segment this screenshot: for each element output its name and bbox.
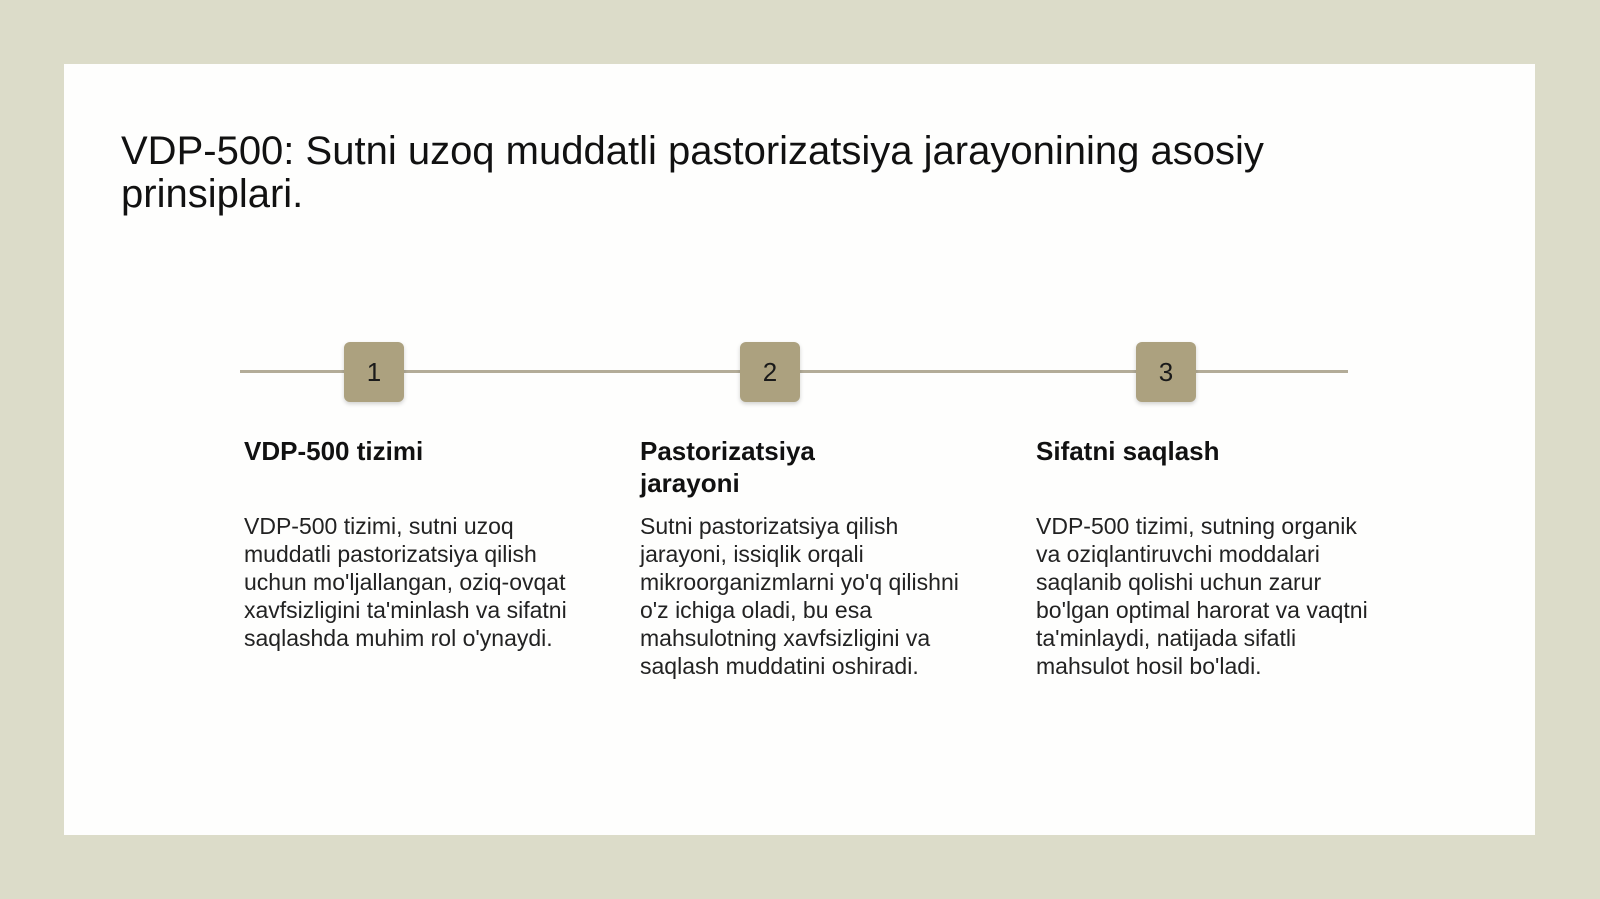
step-number-badge: 2	[740, 342, 800, 402]
step-heading: Pastorizatsiya jarayoni	[640, 436, 815, 498]
step-number-badge: 3	[1136, 342, 1196, 402]
slide	[64, 64, 1535, 835]
step-description: Sutni pastorizatsiya qilish jarayoni, issiqlik orqali mikroorganizmlarni yo'q qilishni o'z ichiga oladi, bu esa mahsulotning xavfsizligini va saqlash muddatini oshiradi.	[640, 513, 959, 679]
step-number-badge: 1	[344, 342, 404, 402]
step-description: VDP-500 tizimi, sutni uzoq muddatli pastorizatsiya qilish uchun mo'ljallangan, oziq-ovqat xavfsizligini ta'minlash va sifatni saqlashda muhim rol o'ynaydi.	[244, 513, 567, 651]
step-heading: VDP-500 tizimi	[244, 436, 424, 466]
slide-title: VDP-500: Sutni uzoq muddatli pastorizatsiya jarayonining asosiy prinsiplari.	[121, 129, 1264, 216]
step-heading: Sifatni saqlash	[1036, 436, 1220, 466]
step-description: VDP-500 tizimi, sutning organik va oziqlantiruvchi moddalari saqlanib qolishi uchun zarur bo'lgan optimal harorat va vaqtni ta'minlaydi, natijada sifatli mahsulot hosil bo'ladi.	[1036, 513, 1368, 679]
